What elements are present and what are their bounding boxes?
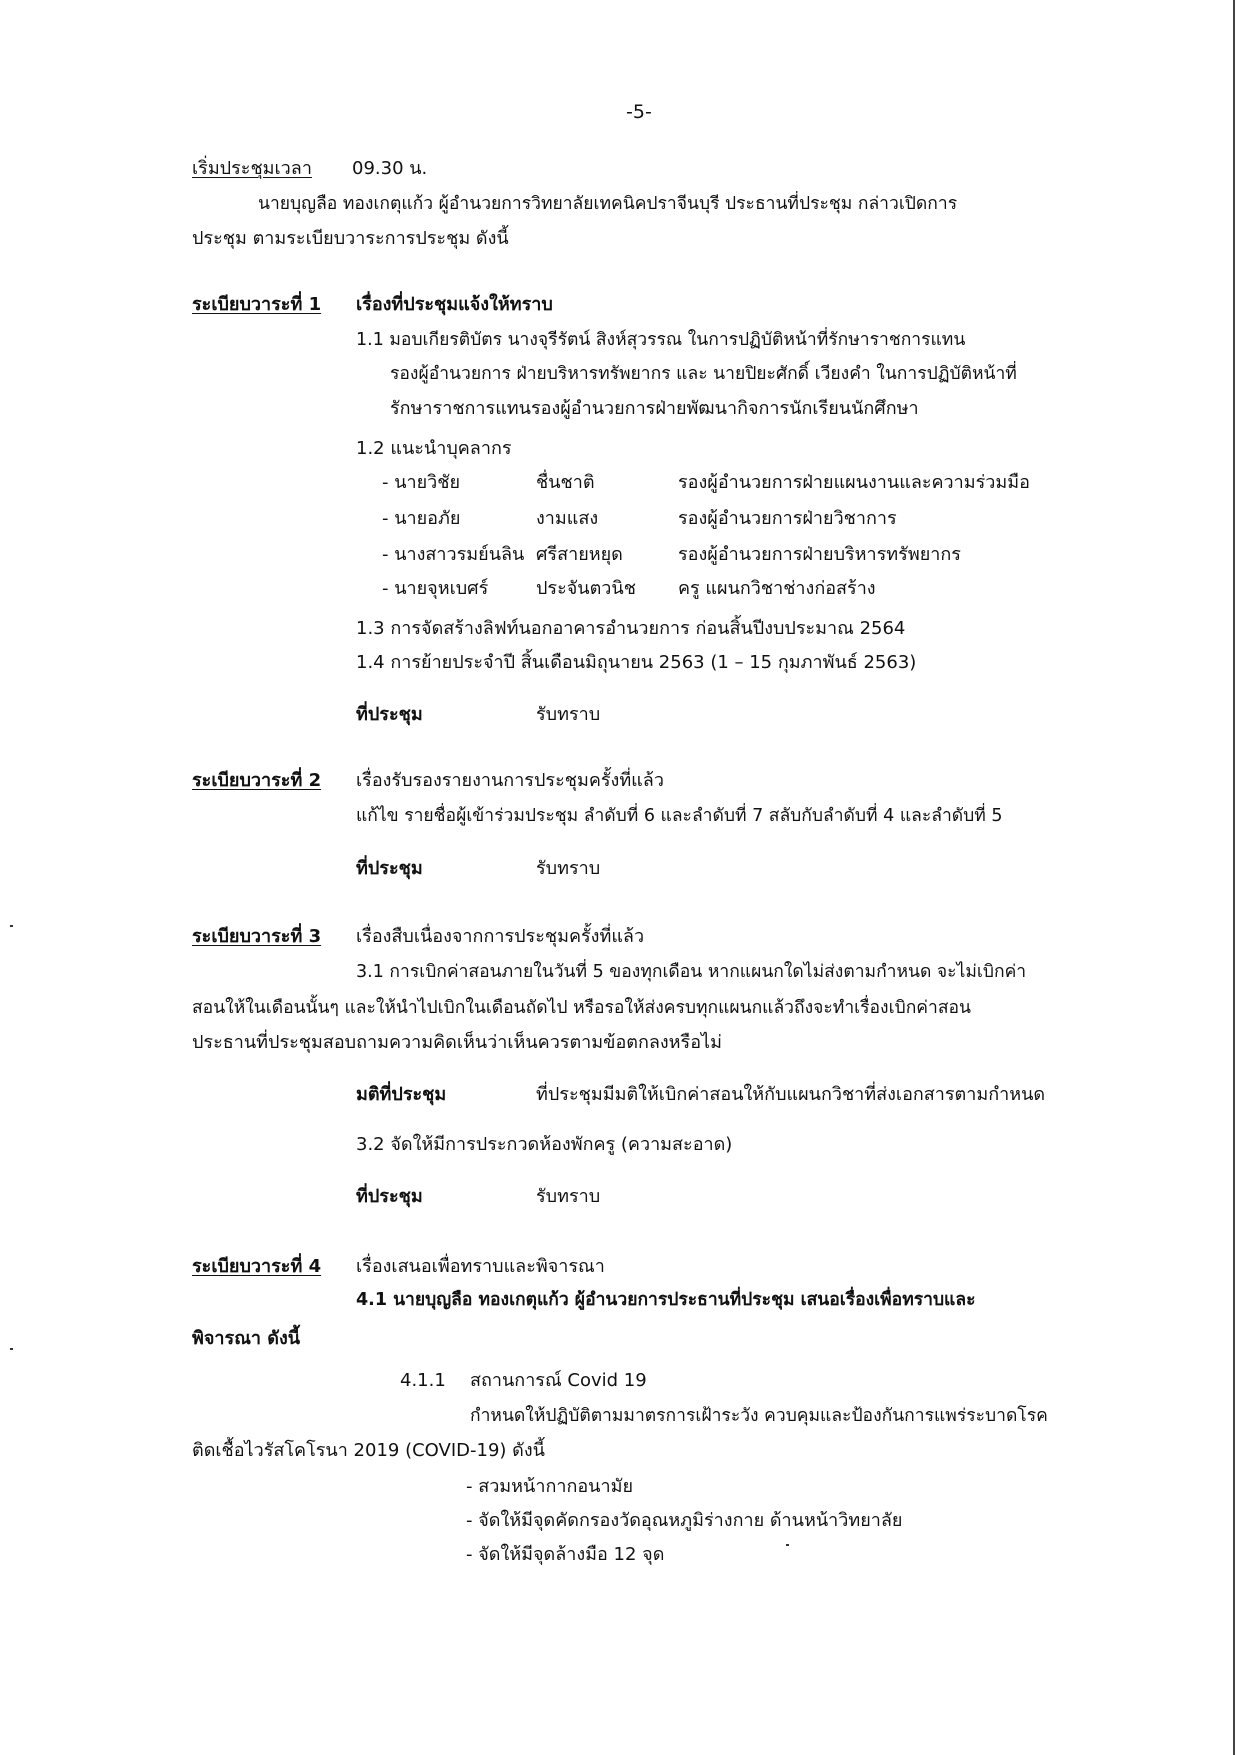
person-surname: งามแสง xyxy=(536,508,599,529)
item-3-2: 3.2 จัดให้มีการประกวดห้องพักครู (ความสะอาด) xyxy=(356,1134,733,1155)
bullet-item: - จัดให้มีจุดคัดกรองวัดอุณหภูมิร่างกาย ด้านหน้าวิทยาลัย xyxy=(466,1510,903,1531)
item-1-1-line-1: 1.1 มอบเกียรติบัตร นางจุรีรัตน์ สิงห์สุวรรณ ในการปฏิบัติหน้าที่รักษาราชการแทน xyxy=(356,330,966,350)
bullet-item: - จัดให้มีจุดล้างมือ 12 จุด xyxy=(466,1544,665,1565)
item-1-3: 1.3 การจัดสร้างลิฟท์นอกอาคารอำนวยการ ก่อนสิ้นปีงบประมาณ 2564 xyxy=(356,618,906,639)
agenda-3-title: เรื่องสืบเนื่องจากการประชุมครั้งที่แล้ว xyxy=(356,926,645,947)
bullet-item: - สวมหน้ากากอนามัย xyxy=(466,1476,633,1497)
opening-time: 09.30 น. xyxy=(352,158,428,179)
agenda-2-body: แก้ไข รายชื่อผู้เข้าร่วมประชุม ลำดับที่ 6 และลำดับที่ 7 สลับกับลำดับที่ 4 และลำดับที่ 5 xyxy=(356,806,1003,826)
agenda-1-title: เรื่องที่ประชุมแจ้งให้ทราบ xyxy=(356,294,553,315)
agenda-3-resolution-value: รับทราบ xyxy=(536,1186,601,1207)
item-1-2: 1.2 แนะนำบุคลากร xyxy=(356,438,512,459)
item-3-1-line-3: ประธานที่ประชุมสอบถามความคิดเห็นว่าเห็นควรตามข้อตกลงหรือไม่ xyxy=(192,1032,722,1053)
person-name: - นายวิชัย xyxy=(382,472,461,493)
item-4-1-line-1: 4.1 นายบุญลือ ทองเกตุแก้ว ผู้อำนวยการประธานที่ประชุม เสนอเรื่องเพื่อทราบและ xyxy=(356,1290,976,1310)
sub-item-number: 4.1.1 xyxy=(400,1370,446,1391)
sub-item-line-2: ติดเชื้อไวรัสโคโรนา 2019 (COVID-19) ดังนี้ xyxy=(192,1440,545,1461)
agenda-2-resolution-value: รับทราบ xyxy=(536,858,601,879)
agenda-3-motion-label: มติที่ประชุม xyxy=(356,1084,447,1105)
agenda-2-resolution-label: ที่ประชุม xyxy=(356,858,423,879)
item-1-1-line-3: รักษาราชการแทนรองผู้อำนวยการฝ่ายพัฒนากิจการนักเรียนนักศึกษา xyxy=(390,398,919,419)
agenda-4-title: เรื่องเสนอเพื่อทราบและพิจารณา xyxy=(356,1256,605,1277)
person-position: รองผู้อำนวยการฝ่ายบริหารทรัพยากร xyxy=(678,544,961,565)
agenda-2-label: ระเบียบวาระที่ 2 xyxy=(192,770,322,791)
person-name: - นายจุหเบศร์ xyxy=(382,578,489,599)
scan-speck xyxy=(786,1544,789,1546)
agenda-3-motion-value: ที่ประชุมมีมติให้เบิกค่าสอนให้กับแผนกวิชาที่ส่งเอกสารตามกำหนด xyxy=(536,1084,1046,1105)
opening-line-2: ประชุม ตามระเบียบวาระการประชุม ดังนี้ xyxy=(192,228,509,249)
person-surname: ชื่นชาติ xyxy=(536,472,595,493)
agenda-3-resolution-label: ที่ประชุม xyxy=(356,1186,423,1207)
item-3-1-line-2: สอนให้ในเดือนนั้นๆ และให้นำไปเบิกในเดือนถัดไป หรือรอให้ส่งครบทุกแผนกแล้วถึงจะทำเรื่องเบิกค่าสอน xyxy=(192,998,971,1018)
agenda-1-label: ระเบียบวาระที่ 1 xyxy=(192,294,322,315)
item-4-1-line-2: พิจารณา ดังนี้ xyxy=(192,1328,301,1349)
item-1-4: 1.4 การย้ายประจำปี สิ้นเดือนมิถุนายน 2563 (1 – 15 กุมภาพันธ์ 2563) xyxy=(356,652,917,673)
item-3-1-line-1: 3.1 การเบิกค่าสอนภายในวันที่ 5 ของทุกเดือน หากแผนกใดไม่ส่งตามกำหนด จะไม่เบิกค่า xyxy=(356,962,1027,982)
person-position: ครู แผนกวิชาช่างก่อสร้าง xyxy=(678,578,876,599)
scan-edge-line xyxy=(1233,0,1235,1755)
item-1-1-line-2: รองผู้อำนวยการ ฝ่ายบริหารทรัพยากร และ นายปิยะศักดิ์ เวียงคำ ในการปฏิบัติหน้าที่ xyxy=(390,364,1017,384)
person-position: รองผู้อำนวยการฝ่ายแผนงานและความร่วมมือ xyxy=(678,472,1030,493)
agenda-2-title: เรื่องรับรองรายงานการประชุมครั้งที่แล้ว xyxy=(356,770,664,791)
agenda-4-label: ระเบียบวาระที่ 4 xyxy=(192,1256,322,1277)
opening-line-1: นายบุญลือ ทองเกตุแก้ว ผู้อำนวยการวิทยาลัยเทคนิคปราจีนบุรี ประธานที่ประชุม กล่าวเปิดการ xyxy=(258,194,958,214)
agenda-1-resolution-label: ที่ประชุม xyxy=(356,704,423,725)
agenda-1-resolution-value: รับทราบ xyxy=(536,704,601,725)
agenda-3-label: ระเบียบวาระที่ 3 xyxy=(192,926,322,947)
person-surname: ประจันตวนิช xyxy=(536,578,636,599)
person-position: รองผู้อำนวยการฝ่ายวิชาการ xyxy=(678,508,897,529)
page-number: -5- xyxy=(626,101,652,123)
sub-item-line-1: กำหนดให้ปฏิบัติตามมาตรการเฝ้าระวัง ควบคุมและป้องกันการแพร่ระบาดโรค xyxy=(470,1406,1048,1426)
sub-item-title: สถานการณ์ Covid 19 xyxy=(470,1370,647,1391)
person-name: - นางสาวรมย์นลิน xyxy=(382,544,525,565)
person-name: - นายอภัย xyxy=(382,508,461,529)
person-surname: ศรีสายหยุด xyxy=(536,544,623,565)
scan-speck xyxy=(10,1348,13,1350)
opening-label: เริ่มประชุมเวลา xyxy=(192,158,312,179)
scan-speck xyxy=(10,925,13,927)
